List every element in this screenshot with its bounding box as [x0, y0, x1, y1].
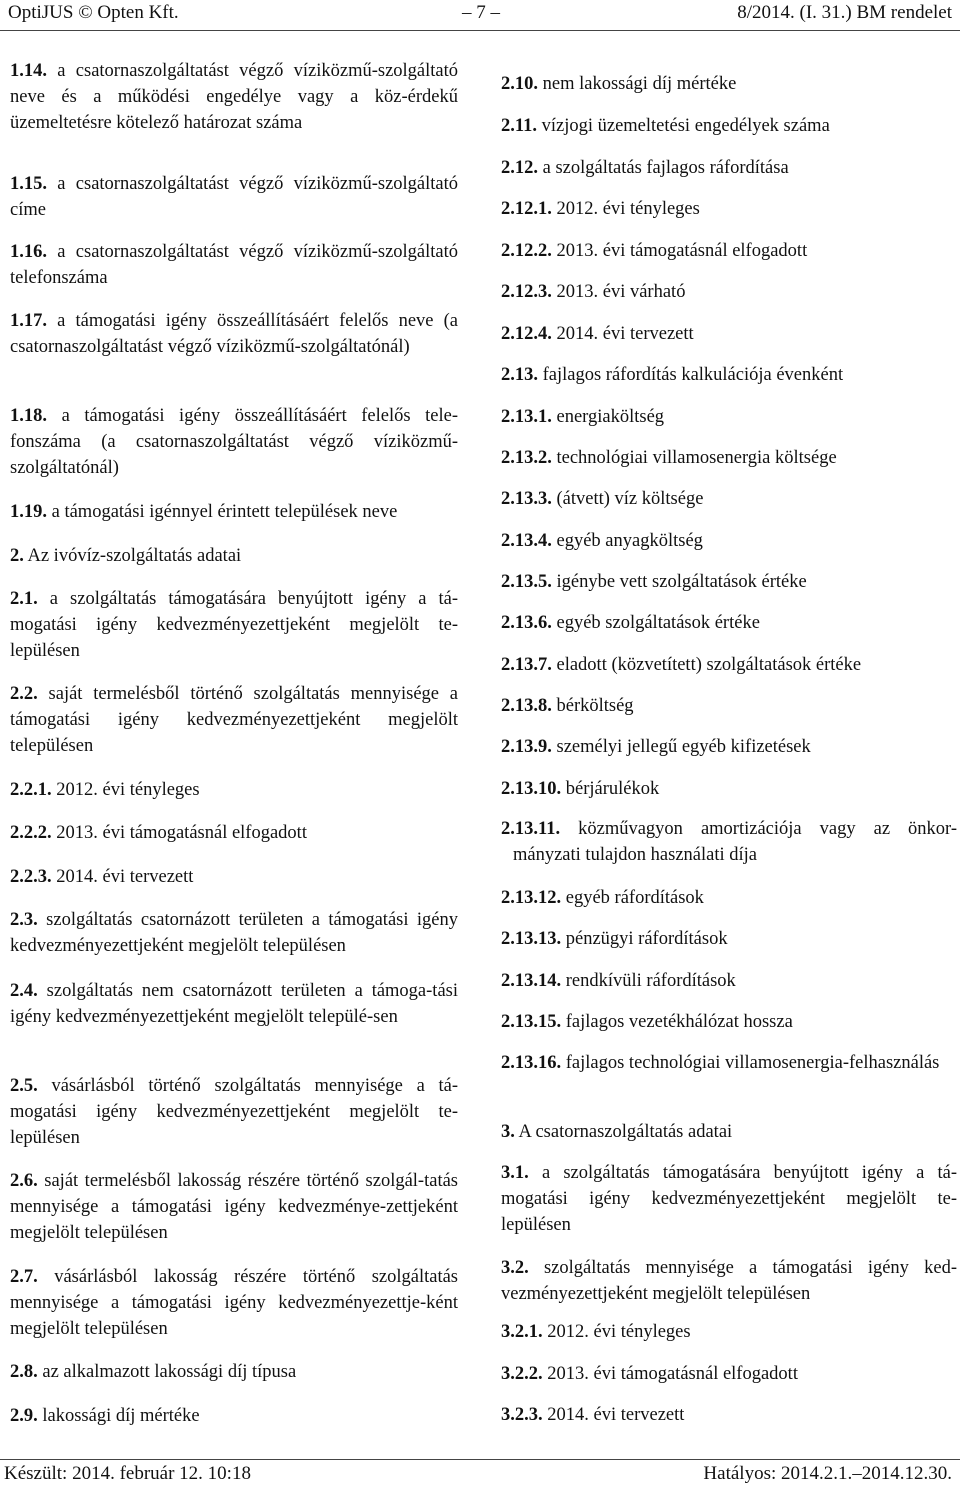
section-item: [10, 978, 458, 1030]
section-text: fajlagos technológiai villamosenergia-felhasználás: [565, 1053, 940, 1073]
publisher-label: OptiJUS © Opten Kft.: [8, 2, 179, 23]
section-item: [10, 907, 458, 959]
section-item: [10, 171, 458, 223]
section-text: lakossági díj mértéke: [42, 1406, 200, 1426]
section-text: a csatornaszolgáltatást végző víziközmű-szolgáltató neve és a működési engedélye vagy a köz-érdekű üzemeltetésre kötelező határozat száma: [10, 61, 459, 133]
section-item: [501, 528, 957, 554]
section-number: 3.2.2.: [501, 1364, 543, 1384]
section-number: 2.13.10.: [501, 779, 562, 799]
section-number: 2.3.: [10, 910, 38, 930]
section-number: 2.13.9.: [501, 737, 552, 757]
section-number: 2.12.2.: [501, 241, 552, 261]
section-number: 2.12.1.: [501, 199, 552, 219]
section-number: 2.2.1.: [10, 780, 52, 800]
section-text: szolgáltatás csatornázott területen a támogatási igény kedvezményezettjeként megjelölt településen: [10, 910, 458, 956]
section-number: 2.13.5.: [501, 572, 552, 592]
section-item: [10, 820, 458, 846]
section-item: [10, 543, 458, 569]
section-text: 2013. évi támogatásnál elfogadott: [556, 241, 808, 261]
section-text: egyéb anyagköltség: [556, 531, 703, 551]
section-item: [501, 569, 957, 595]
section-number: 2.12.3.: [501, 282, 552, 302]
section-number: 2.: [10, 546, 24, 566]
section-number: 2.2.3.: [10, 867, 52, 887]
section-number: 2.4.: [10, 981, 38, 1001]
section-number: 2.13.15.: [501, 1012, 562, 1032]
section-number: 2.9.: [10, 1406, 38, 1426]
section-text: közművagyon amortizációja vagy az önkor-mányzati tulajdon használati díja: [513, 819, 957, 865]
section-text: 2013. évi támogatásnál elfogadott: [547, 1364, 798, 1384]
section-number: 2.8.: [10, 1362, 38, 1382]
section-item: [501, 926, 957, 952]
section-item: [501, 1319, 957, 1345]
section-number: 2.6.: [10, 1171, 38, 1191]
section-item: [10, 1403, 458, 1429]
section-number: 3.1.: [501, 1163, 529, 1183]
section-text: vásárlásból történő szolgáltatás mennyisége a tá-mogatási igény kedvezményezettjeként megjelölt te-lepülésen: [10, 1076, 459, 1148]
section-item: [501, 155, 957, 181]
section-text: a szolgáltatás támogatására benyújtott igény a tá-mogatási igény kedvezményezettjeként megjelölt te-lepülésen: [10, 589, 458, 661]
section-number: 2.10.: [501, 74, 538, 94]
section-number: 2.13.7.: [501, 655, 552, 675]
section-text: saját termelésből lakosság részére történő szolgál-tatás mennyisége a támogatási igény kedvezménye-zettjeként megjelölt településen: [10, 1171, 458, 1243]
page-header: [0, 0, 960, 31]
section-text: Az ivóvíz-szolgáltatás adatai: [27, 546, 242, 566]
section-text: 2014. évi tervezett: [556, 324, 694, 344]
section-text: bérköltség: [556, 696, 634, 716]
section-item: [501, 445, 957, 471]
section-number: 3.2.: [501, 1258, 529, 1278]
section-number: 1.17.: [10, 311, 47, 331]
section-item: [10, 308, 458, 360]
page-footer: [0, 1459, 960, 1485]
section-number: 2.12.: [501, 158, 538, 178]
section-item: [501, 362, 957, 388]
section-text: eladott (közvetített) szolgáltatások értéke: [556, 655, 862, 675]
section-item: [501, 238, 957, 264]
section-item: [501, 113, 957, 139]
section-number: 1.19.: [10, 502, 47, 522]
section-item: [10, 403, 458, 481]
section-number: 1.14.: [10, 61, 47, 81]
section-item: [10, 864, 458, 890]
section-number: 2.13.14.: [501, 971, 562, 991]
section-item: [10, 239, 458, 291]
section-number: 1.15.: [10, 174, 47, 194]
section-text: nem lakossági díj mértéke: [542, 74, 737, 94]
section-item: [501, 610, 957, 636]
section-number: 2.13.4.: [501, 531, 552, 551]
section-item: [501, 1009, 957, 1035]
section-item: [501, 885, 957, 911]
section-text: vízjogi üzemeltetési engedélyek száma: [541, 116, 830, 136]
section-text: bérjárulékok: [565, 779, 660, 799]
created-date: Készült: 2014. február 12. 10:18: [4, 1463, 251, 1484]
section-text: 2014. évi tervezett: [547, 1405, 685, 1425]
section-item: [501, 486, 957, 512]
section-text: szolgáltatás nem csatornázott területen a támoga-tási igény kedvezményezettjeként megjelölt települé-sen: [10, 981, 458, 1027]
section-number: 2.13.8.: [501, 696, 552, 716]
section-text: energiaköltség: [556, 407, 665, 427]
section-number: 2.13.1.: [501, 407, 552, 427]
page-number: – 7 –: [462, 2, 500, 23]
section-item: [501, 734, 957, 760]
section-text: igénybe vett szolgáltatások értéke: [556, 572, 807, 592]
section-item: [501, 816, 957, 868]
section-item: [501, 1119, 957, 1145]
section-item: [501, 196, 957, 222]
section-item: [501, 71, 957, 97]
section-text: fajlagos vezetékhálózat hossza: [565, 1012, 793, 1032]
regulation-title: 8/2014. (I. 31.) BM rendelet: [737, 2, 952, 23]
section-text: a szolgáltatás támogatására benyújtott igény a tá-mogatási igény kedvezményezettjeként megjelölt te-lepülésen: [501, 1163, 957, 1235]
section-item: [501, 693, 957, 719]
section-text: 2014. évi tervezett: [56, 867, 194, 887]
section-number: 2.13.12.: [501, 888, 562, 908]
section-number: 2.13.11.: [501, 819, 561, 839]
section-text: szolgáltatás mennyisége a támogatási igény ked-vezményezettjeként megjelölt településen: [501, 1258, 958, 1304]
section-number: 2.13.16.: [501, 1053, 562, 1073]
section-item: [501, 279, 957, 305]
section-text: a csatornaszolgáltatást végző víziközmű-szolgáltató címe: [10, 174, 459, 220]
section-item: [501, 968, 957, 994]
section-text: 2012. évi tényleges: [547, 1322, 691, 1342]
section-item: [501, 404, 957, 430]
section-text: 2013. évi várható: [556, 282, 686, 302]
section-number: 1.16.: [10, 242, 47, 262]
section-item: [10, 1264, 458, 1342]
section-number: 2.13.2.: [501, 448, 552, 468]
section-item: [10, 681, 458, 759]
section-number: 2.1.: [10, 589, 38, 609]
section-item: [10, 499, 458, 525]
section-number: 3.2.1.: [501, 1322, 543, 1342]
section-item: [501, 1050, 957, 1076]
section-item: [10, 586, 458, 664]
section-text: fajlagos ráfordítás kalkulációja évenként: [542, 365, 844, 385]
section-number: 2.2.: [10, 684, 38, 704]
section-item: [501, 776, 957, 802]
section-item: [10, 1359, 458, 1385]
section-text: pénzügyi ráfordítások: [565, 929, 728, 949]
section-number: 2.12.4.: [501, 324, 552, 344]
section-number: 3.: [501, 1122, 515, 1142]
section-text: (átvett) víz költsége: [556, 489, 704, 509]
section-item: [501, 1160, 957, 1238]
section-number: 3.2.3.: [501, 1405, 543, 1425]
section-text: személyi jellegű egyéb kifizetések: [556, 737, 811, 757]
section-item: [10, 1073, 458, 1151]
section-text: a csatornaszolgáltatást végző víziközmű-szolgáltató telefonszáma: [10, 242, 459, 288]
section-item: [501, 1255, 957, 1307]
section-number: 1.18.: [10, 406, 47, 426]
section-number: 2.13.3.: [501, 489, 552, 509]
section-text: a támogatási igény összeállításáért felelős tele-fonszáma (a csatornaszolgáltatást végző víziközmű-szolgáltatónál): [10, 406, 459, 478]
section-number: 2.13.: [501, 365, 538, 385]
section-text: egyéb ráfordítások: [565, 888, 704, 908]
section-item: [10, 777, 458, 803]
section-text: A csatornaszolgáltatás adatai: [518, 1122, 733, 1142]
section-item: [501, 652, 957, 678]
section-text: a szolgáltatás fajlagos ráfordítása: [542, 158, 789, 178]
section-number: 2.11.: [501, 116, 537, 136]
section-text: az alkalmazott lakossági díj típusa: [42, 1362, 297, 1382]
section-number: 2.2.2.: [10, 823, 52, 843]
section-number: 2.5.: [10, 1076, 38, 1096]
section-number: 2.13.13.: [501, 929, 562, 949]
section-text: 2012. évi tényleges: [556, 199, 700, 219]
validity-range: Hatályos: 2014.2.1.–2014.12.30.: [703, 1463, 952, 1484]
section-text: 2013. évi támogatásnál elfogadott: [56, 823, 307, 843]
section-item: [501, 321, 957, 347]
section-text: saját termelésből történő szolgáltatás mennyisége a támogatási igény kedvezményezettjeként megjelölt településen: [10, 684, 459, 756]
section-text: rendkívüli ráfordítások: [565, 971, 736, 991]
section-item: [10, 1168, 458, 1246]
section-item: [501, 1361, 957, 1387]
section-text: egyéb szolgáltatások értéke: [556, 613, 760, 633]
section-number: 2.7.: [10, 1267, 38, 1287]
section-text: technológiai villamosenergia költsége: [556, 448, 837, 468]
section-text: vásárlásból lakosság részére történő szolgáltatás mennyisége a támogatási igény kedvezményezettje-ként megjelölt településen: [10, 1267, 458, 1339]
section-text: a támogatási igénnyel érintett települések neve: [51, 502, 398, 522]
section-number: 2.13.6.: [501, 613, 552, 633]
section-text: a támogatási igény összeállításáért felelős neve (a csatornaszolgáltatást végző víziközmű-szolgáltatónál): [10, 311, 458, 357]
section-text: 2012. évi tényleges: [56, 780, 200, 800]
section-item: [10, 58, 458, 136]
section-item: [501, 1402, 957, 1428]
